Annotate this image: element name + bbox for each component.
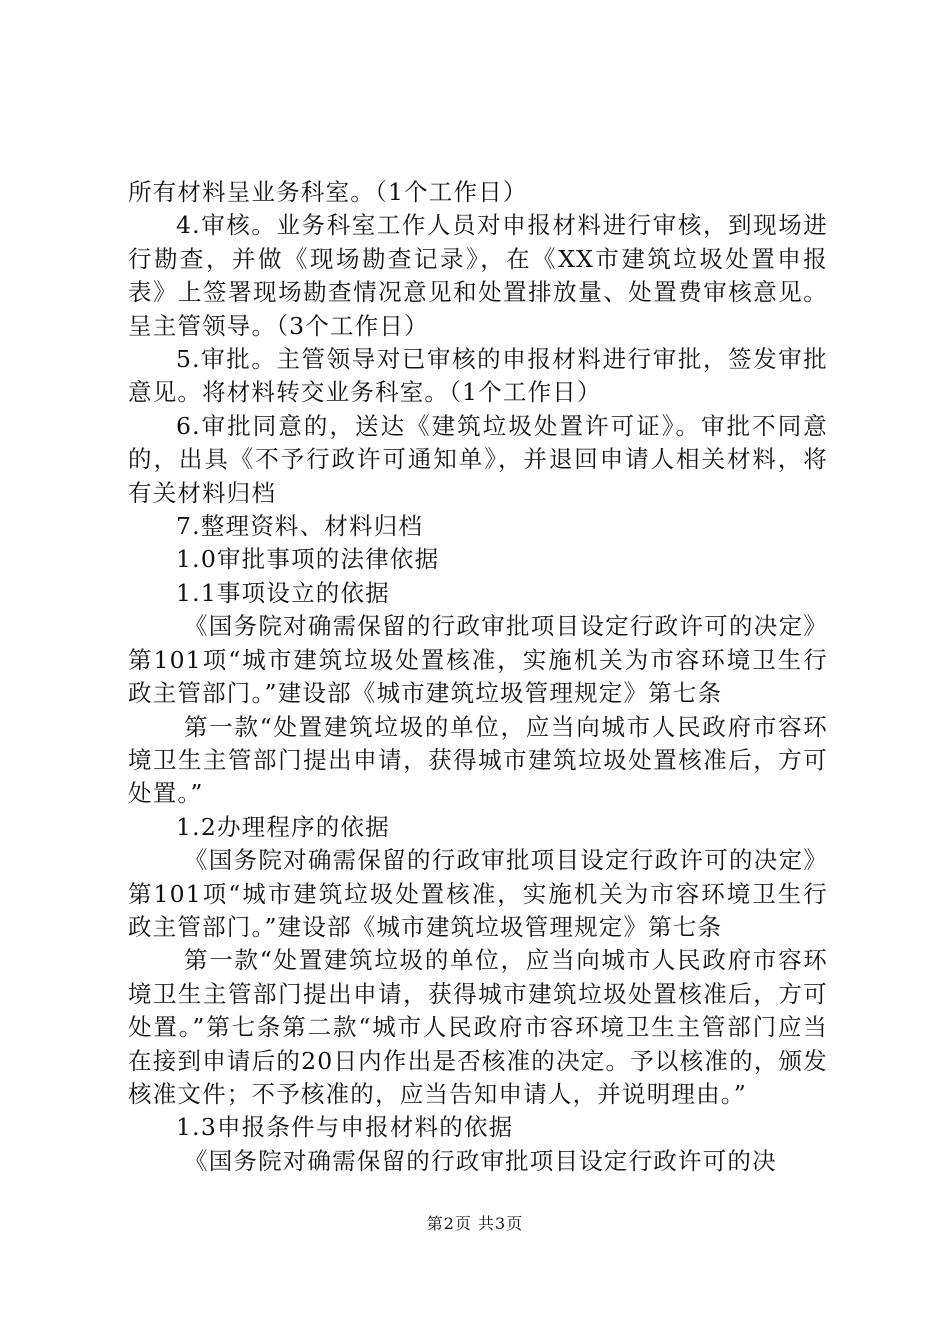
subsection-heading: 1.1事项设立的依据	[176, 578, 390, 607]
paragraph: 《国务院对确需保留的行政审批项目设定行政许可的决	[184, 1146, 777, 1175]
page-footer: 第2页 共3页	[426, 1214, 524, 1233]
paragraph: 7.整理资料、材料归档	[176, 512, 424, 541]
paragraph: 《国务院对确需保留的行政审批项目设定行政许可的决定》第101项“城市建筑垃圾处置核准，实施机关为市容环境卫生行政主管部门。”建设部《城市建筑垃圾管理规定》第七条	[128, 612, 828, 708]
paragraph: 第一款“处置建筑垃圾的单位，应当向城市人民政府市容环境卫生主管部门提出申请，获得城市建筑垃圾处置核准后，方可处置。”	[128, 712, 828, 808]
subsection-heading: 1.3申报条件与申报材料的依据	[176, 1113, 514, 1142]
paragraph: 第一款“处置建筑垃圾的单位，应当向城市人民政府市容环境卫生主管部门提出申请，获得城市建筑垃圾处置核准后，方可处置。”第七条第二款“城市人民政府市容环境卫生主管部门应当在接到申请后的20日内作出是否核准的决定。予以核准的，颁发核准文件；不予核准的，应当告知申请人，并说明理由。”	[128, 946, 828, 1108]
paragraph: 所有材料呈业务科室。（1个工作日）	[128, 178, 528, 206]
subsection-heading: 1.2办理程序的依据	[176, 812, 390, 841]
paragraph: 4.审核。业务科室工作人员对申报材料进行审核，到现场进行勘查，并做《现场勘查记录》，在《XX市建筑垃圾处置申报表》上签署现场勘查情况意见和处置排放量、处置费审核意见。呈主管领导。（3个工作日）	[128, 211, 828, 340]
paragraph: 《国务院对确需保留的行政审批项目设定行政许可的决定》第101项“城市建筑垃圾处置核准，实施机关为市容环境卫生行政主管部门。”建设部《城市建筑垃圾管理规定》第七条	[128, 846, 828, 941]
document-body	[128, 176, 828, 1178]
paragraph: 6.审批同意的，送达《建筑垃圾处置许可证》。审批不同意的，出具《不予行政许可通知单》，并退回申请人相关材料，将有关材料归档	[128, 411, 828, 507]
section-heading: 1.0审批事项的法律依据	[176, 545, 440, 574]
paragraph: 5.审批。主管领导对已审核的申报材料进行审批，签发审批意见。将材料转交业务科室。（1个工作日）	[128, 345, 828, 407]
